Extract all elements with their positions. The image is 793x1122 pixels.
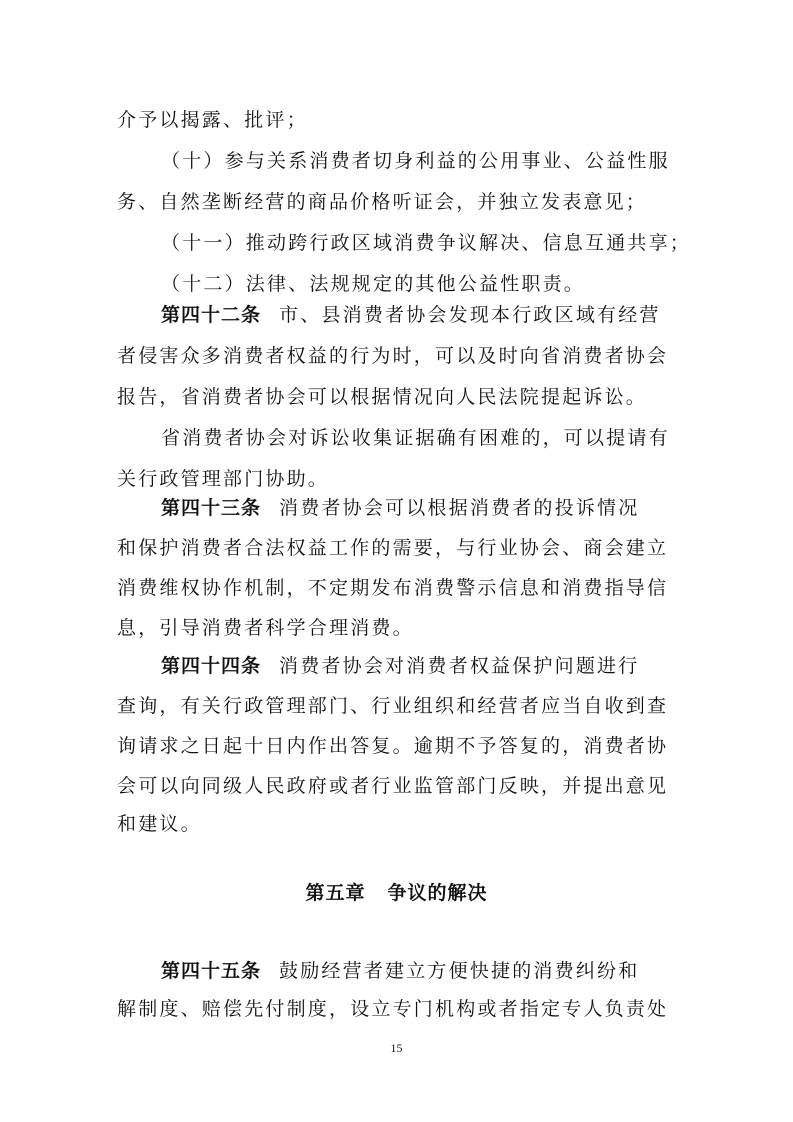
article-text: 消费者协会可以根据消费者的投诉情况 [279,497,640,519]
body-line: （十一）推动跨行政区域消费争议解决、信息互通共享； [161,232,692,254]
article-42-heading-line [161,295,687,335]
body-line: 解制度、赔偿先付制度，设立专门机构或者指定专人负责处 [117,998,669,1020]
body-line: 省消费者协会对诉讼收集证据确有困难的，可以提请有 [161,427,670,449]
chapter-number: 第五章 [305,882,366,904]
body-line: 息，引导消费者科学合理消费。 [117,617,414,639]
article-label: 第四十五条 [161,960,262,982]
body-line: 和建议。 [117,813,202,835]
body-line: 和保护消费者合法权益工作的需要，与行业协会、商会建立 [117,537,669,559]
chapter-heading [0,871,793,915]
body-line: 会可以向同级人民政府或者行业监管部门反映，并提出意见 [117,775,669,797]
article-43-heading-line [161,488,687,528]
article-label: 第四十四条 [161,655,262,677]
article-44-heading-line [161,646,687,686]
article-45-heading-line [161,951,687,991]
body-line: （十）参与关系消费者切身利益的公用事业、公益性服 [161,150,670,172]
body-line: 消费维权协作机制，不定期发布消费警示信息和消费指导信 [117,577,669,599]
body-line: 务、自然垄断经营的商品价格听证会，并独立发表意见； [117,191,648,213]
page-number: 15 [390,1041,403,1055]
body-line: 关行政管理部门协助。 [117,468,330,490]
body-line: 者侵害众多消费者权益的行为时，可以及时向省消费者协会 [117,345,669,367]
article-label: 第四十三条 [161,497,262,519]
body-line: 介予以揭露、批评； [117,109,308,131]
body-line: 报告，省消费者协会可以根据情况向人民法院提起诉讼。 [117,386,648,408]
body-line: 询请求之日起十日内作出答复。逾期不予答复的，消费者协 [117,735,669,757]
chapter-title: 争议的解决 [387,882,488,904]
body-line: （十二）法律、法规规定的其他公益性职责。 [161,273,586,295]
article-text: 鼓励经营者建立方便快捷的消费纠纷和 [279,960,640,982]
article-text: 市、县消费者协会发现本行政区域有经营 [279,304,661,326]
article-text: 消费者协会对消费者权益保护问题进行 [279,655,640,677]
body-line: 查询，有关行政管理部门、行业组织和经营者应当自收到查 [117,695,669,717]
article-label: 第四十二条 [161,304,262,326]
